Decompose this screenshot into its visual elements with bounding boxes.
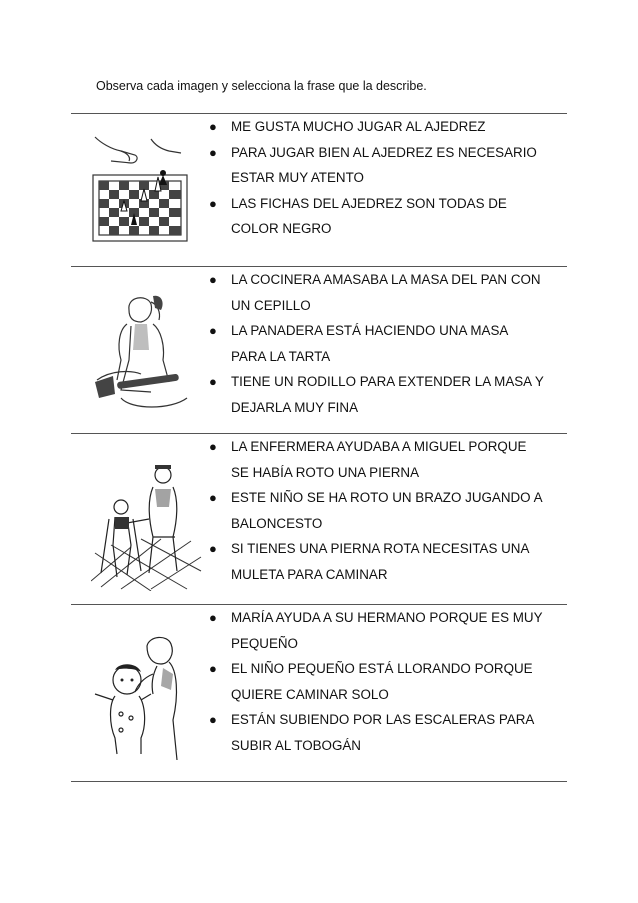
- option-item[interactable]: [207, 369, 567, 420]
- bullet-icon: ●: [209, 541, 217, 556]
- bullet-icon: ●: [209, 712, 217, 727]
- option-line: TIENE UN RODILLO PARA EXTENDER LA MASA Y: [231, 374, 544, 389]
- option-line: QUIERE CAMINAR SOLO: [231, 686, 389, 702]
- option-line: MULETA PARA CAMINAR: [231, 566, 388, 582]
- options-list: [207, 434, 567, 587]
- option-item[interactable]: [207, 140, 567, 191]
- option-item[interactable]: [207, 656, 567, 707]
- bullet-icon: ●: [209, 144, 217, 160]
- option-item[interactable]: [207, 318, 567, 369]
- instruction-text: Observa cada imagen y selecciona la frase que la describe.: [96, 79, 427, 93]
- options-list: [207, 114, 567, 242]
- option-line: COLOR NEGRO: [231, 221, 332, 236]
- option-item[interactable]: [207, 707, 567, 758]
- option-item[interactable]: [207, 114, 567, 140]
- bullet-icon: ●: [209, 610, 217, 625]
- option-item[interactable]: [207, 605, 567, 656]
- option-item[interactable]: [207, 485, 567, 536]
- bullet-icon: ●: [209, 272, 217, 287]
- option-line: LA PANADERA ESTÁ HACIENDO UNA MASA: [231, 323, 509, 338]
- option-line: DEJARLA MUY FINA: [231, 399, 358, 415]
- option-line: PEQUEÑO: [231, 635, 298, 651]
- options-list: [207, 267, 567, 420]
- chess-players-icon: [91, 135, 191, 245]
- row-divider: [71, 781, 567, 782]
- option-line: UN CEPILLO: [231, 297, 311, 313]
- bullet-icon: ●: [209, 490, 217, 505]
- option-line: ESTÁN SUBIENDO POR LAS ESCALERAS PARA: [231, 712, 535, 727]
- option-item[interactable]: [207, 536, 567, 587]
- option-line: SE HABÍA ROTO UNA PIERNA: [231, 464, 420, 480]
- bullet-icon: ●: [209, 374, 217, 389]
- girl-rolling-dough-icon: [91, 290, 191, 415]
- bullet-icon: ●: [209, 119, 217, 134]
- bullet-icon: ●: [209, 661, 217, 676]
- option-line: ESTAR MUY ATENTO: [231, 170, 364, 185]
- bullet-icon: ●: [209, 323, 217, 338]
- option-line: LA ENFERMERA AYUDABA A MIGUEL PORQUE: [231, 439, 527, 454]
- option-line: SI TIENES UNA PIERNA ROTA NECESITAS UNA: [231, 541, 530, 556]
- option-item[interactable]: [207, 434, 567, 485]
- girl-helping-baby-walk-icon: [91, 634, 191, 764]
- option-line: PARA JUGAR BIEN AL AJEDREZ ES NECESARIO: [231, 144, 537, 160]
- option-line: PARA LA TARTA: [231, 348, 331, 364]
- options-list: [207, 605, 567, 758]
- option-line: SUBIR AL TOBOGÁN: [231, 737, 361, 753]
- option-line: BALONCESTO: [231, 515, 323, 531]
- option-line: ESTE NIÑO SE HA ROTO UN BRAZO JUGANDO A: [231, 490, 543, 505]
- option-item[interactable]: [207, 191, 567, 242]
- nurse-and-boy-crutches-icon: [91, 461, 203, 591]
- option-line: EL NIÑO PEQUEÑO ESTÁ LLORANDO PORQUE: [231, 661, 533, 676]
- bullet-icon: ●: [209, 195, 217, 211]
- option-item[interactable]: [207, 267, 567, 318]
- option-line: MARÍA AYUDA A SU HERMANO PORQUE ES MUY: [231, 610, 543, 625]
- bullet-icon: ●: [209, 439, 217, 454]
- option-line: LAS FICHAS DEL AJEDREZ SON TODAS DE: [231, 195, 507, 211]
- option-line: ME GUSTA MUCHO JUGAR AL AJEDREZ: [231, 119, 486, 134]
- option-line: LA COCINERA AMASABA LA MASA DEL PAN CON: [231, 272, 541, 287]
